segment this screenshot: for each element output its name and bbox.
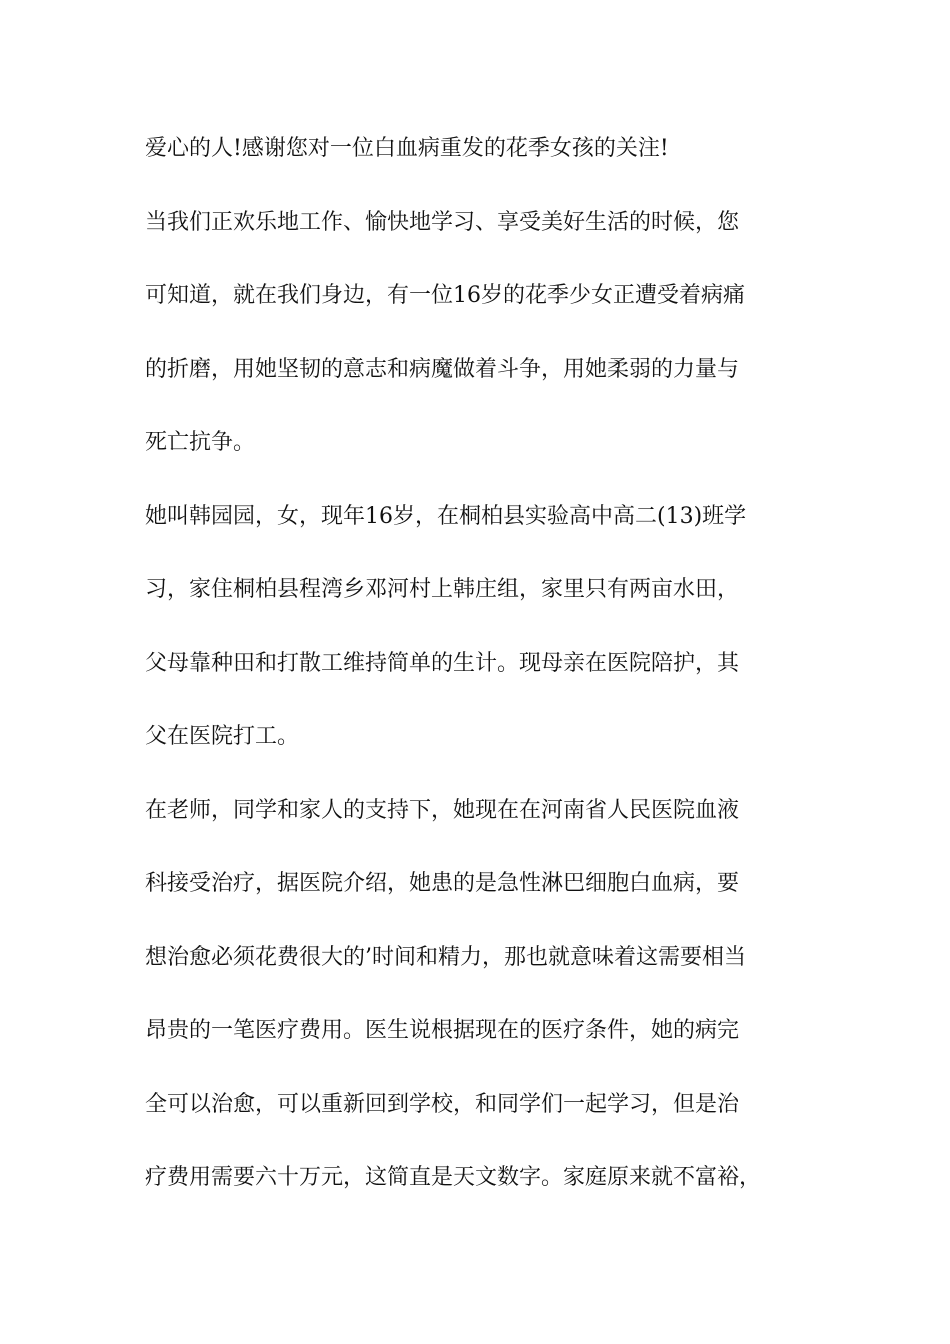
text-line: 全可以治愈，可以重新回到学校，和同学们一起学习，但是治 [145,1091,740,1117]
text-line: 当我们正欢乐地工作、愉快地学习、享受美好生活的时候，您 [145,209,740,235]
text-line: 父在医院打工。 [145,724,300,749]
text-line: 爱心的人!感谢您对一位白血病重发的花季女孩的关注! [145,136,669,161]
text-line: 昂贵的一笔医疗费用。医生说根据现在的医疗条件，她的病完 [145,1018,740,1043]
text-line: 她叫韩园园，女，现年16岁，在桐柏县实验高中高二(13)班学 [145,503,747,529]
text-line: 可知道，就在我们身边，有一位16岁的花季少女正遭受着病痛 [145,283,745,308]
text-line: 的折磨，用她坚韧的意志和病魔做着斗争，用她柔弱的力量与 [145,356,740,382]
text-line: 父母靠种田和打散工维持简单的生计。现母亲在医院陪护，其 [145,650,740,676]
text-line: 习，家住桐柏县程湾乡邓河村上韩庄组，家里只有两亩水田， [145,577,740,602]
text-line: 科接受治疗，据医院介绍，她患的是急性淋巴细胞白血病，要 [145,871,740,896]
text-line: 想治愈必须花费很大的’时间和精力，那也就意味着这需要相当 [145,944,746,970]
text-line: 死亡抗争。 [145,430,256,455]
document-body [145,127,845,1230]
text-line: 在老师，同学和家人的支持下，她现在在河南省人民医院血液 [145,797,740,823]
text-line: 疗费用需要六十万元，这简直是天文数字。家庭原来就不富裕， [145,1165,762,1190]
